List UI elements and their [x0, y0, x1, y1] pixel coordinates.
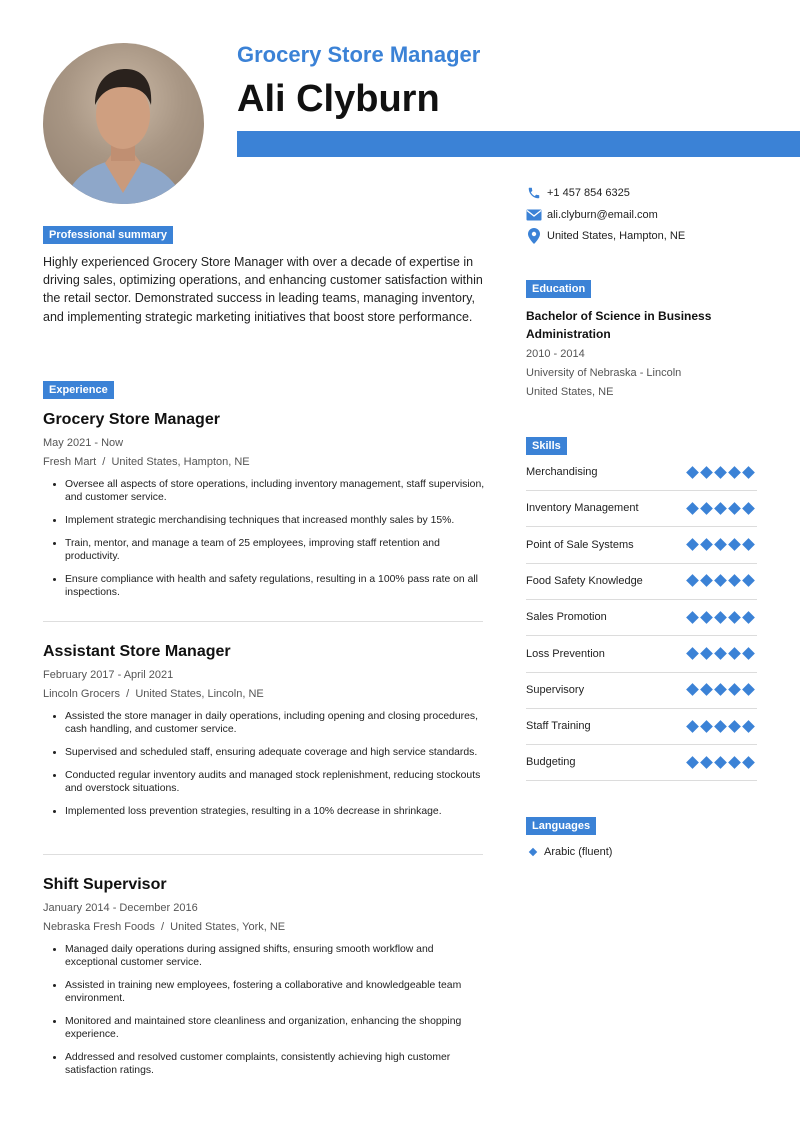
skill-label: Food Safety Knowledge: [526, 574, 643, 587]
section-divider: [43, 621, 483, 622]
skill-row: [526, 599, 757, 636]
rating-diamond-icon: [742, 683, 755, 696]
header-accent-bar: [237, 131, 800, 157]
phone-number: +1 457 854 6325: [547, 187, 630, 199]
phone-icon: [526, 186, 542, 200]
rating-diamond-icon: [714, 502, 727, 515]
rating-diamond-icon: [728, 756, 741, 769]
rating-diamond-icon: [700, 647, 713, 660]
skill-label: Merchandising: [526, 466, 598, 478]
skill-row: [526, 527, 757, 564]
section-divider: [43, 854, 483, 855]
job-entry-company-location: Fresh Mart / United States, Hampton, NE: [43, 456, 250, 468]
skill-rating: [688, 649, 753, 658]
job-bullet: • Managed daily operations during assigned shifts, ensuring smooth workflow and exceptional customer service.: [65, 944, 488, 969]
job-bullet: • Implemented loss prevention strategies, resulting in a 10% decrease in shrinkage.: [65, 806, 488, 819]
skill-rating: [688, 468, 753, 477]
job-entry-bullets: [43, 711, 488, 819]
rating-diamond-icon: [728, 538, 741, 551]
diamond-bullet-icon: [529, 848, 537, 856]
rating-diamond-icon: [686, 611, 699, 624]
education-heading: Education: [526, 280, 591, 298]
rating-diamond-icon: [714, 575, 727, 588]
job-entry-dates: February 2017 - April 2021: [43, 669, 174, 681]
rating-diamond-icon: [700, 466, 713, 479]
rating-diamond-icon: [700, 756, 713, 769]
language-label: Arabic (fluent): [544, 846, 613, 858]
rating-diamond-icon: [742, 720, 755, 733]
rating-diamond-icon: [742, 575, 755, 588]
job-bullet: • Assisted in training new employees, fostering a collaborative and knowledgeable team environment.: [65, 980, 488, 1005]
job-entry-company-location: Lincoln Grocers / United States, Lincoln, NE: [43, 688, 264, 700]
job-entry: [43, 410, 488, 610]
job-entry: [43, 875, 488, 1088]
languages-heading: Languages: [526, 817, 596, 835]
job-bullet: • Train, mentor, and manage a team of 25 employees, improving staff retention and productivity.: [65, 538, 488, 563]
job-entry-dates: January 2014 - December 2016: [43, 902, 198, 914]
skill-rating: [688, 504, 753, 513]
job-bullet: • Ensure compliance with health and safety regulations, resulting in a 100% pass rate on all inspections.: [65, 574, 488, 599]
skill-rating: [688, 685, 753, 694]
skill-row: [526, 636, 757, 673]
rating-diamond-icon: [686, 683, 699, 696]
rating-diamond-icon: [714, 683, 727, 696]
education-degree: Bachelor of Science in Business Administration: [526, 309, 712, 341]
skill-row: [526, 490, 757, 527]
rating-diamond-icon: [700, 502, 713, 515]
job-entry: [43, 642, 488, 830]
rating-diamond-icon: [686, 466, 699, 479]
rating-diamond-icon: [714, 611, 727, 624]
profile-photo: [43, 43, 204, 204]
job-entry-company-location: Nebraska Fresh Foods / United States, York, NE: [43, 921, 286, 933]
rating-diamond-icon: [700, 611, 713, 624]
job-bullet: • Oversee all aspects of store operations, including inventory management, staff supervision, and customer service.: [65, 479, 488, 504]
rating-diamond-icon: [686, 538, 699, 551]
rating-diamond-icon: [714, 720, 727, 733]
rating-diamond-icon: [686, 647, 699, 660]
rating-diamond-icon: [728, 575, 741, 588]
job-entry-bullets: [43, 479, 488, 600]
job-entry-title: Shift Supervisor: [43, 876, 167, 893]
summary-heading: Professional summary: [43, 226, 173, 244]
skill-label: Inventory Management: [526, 502, 639, 515]
rating-diamond-icon: [728, 611, 741, 624]
rating-diamond-icon: [686, 756, 699, 769]
rating-diamond-icon: [742, 538, 755, 551]
skill-rating: [688, 758, 753, 767]
skill-label: Supervisory: [526, 683, 585, 696]
skill-row: [526, 454, 757, 491]
email-address: ali.clyburn@email.com: [547, 209, 658, 221]
job-entry-dates: May 2021 - Now: [43, 437, 124, 449]
job-entry-company: Nebraska Fresh Foods: [43, 921, 155, 933]
job-entry-title: Grocery Store Manager: [43, 411, 220, 428]
summary-text: Highly experienced Grocery Store Manager with over a decade of expertise in driving sales, optimizing operations, and enhancing customer satisfaction within the retail sector. Demonstrated success in leading teams, managing inventory, and implementing strategic marketing initiatives that boost store performance.: [43, 255, 483, 324]
skill-label: Staff Training: [526, 720, 591, 733]
location-pin-icon: [526, 229, 542, 243]
skill-rating: [688, 540, 753, 549]
contact-email: [526, 208, 658, 222]
skill-rating: [688, 613, 753, 622]
job-entry-company: Fresh Mart: [43, 456, 97, 468]
location-text: United States, Hampton, NE: [547, 230, 686, 242]
job-entry-bullets: [43, 944, 488, 1077]
rating-diamond-icon: [728, 720, 741, 733]
job-bullet: • Addressed and resolved customer complaints, consistently achieving high customer satisfaction ratings.: [65, 1052, 488, 1077]
rating-diamond-icon: [714, 466, 727, 479]
skill-label: Loss Prevention: [526, 647, 605, 660]
rating-diamond-icon: [728, 683, 741, 696]
skill-row: [526, 744, 757, 781]
job-entry-location: United States, York, NE: [170, 921, 286, 933]
mail-icon: [526, 208, 542, 222]
rating-diamond-icon: [700, 720, 713, 733]
rating-diamond-icon: [686, 502, 699, 515]
experience-heading: Experience: [43, 381, 114, 399]
rating-diamond-icon: [686, 720, 699, 733]
rating-diamond-icon: [714, 647, 727, 660]
person-portrait-icon: [43, 43, 204, 204]
skill-rating: [688, 576, 753, 585]
job-entry-location: United States, Lincoln, NE: [135, 688, 264, 700]
rating-diamond-icon: [714, 538, 727, 551]
rating-diamond-icon: [700, 538, 713, 551]
rating-diamond-icon: [686, 575, 699, 588]
skill-row: [526, 708, 757, 745]
job-entry-location: United States, Hampton, NE: [111, 456, 250, 468]
job-bullet: • Implement strategic merchandising techniques that increased monthly sales by 15%.: [65, 515, 488, 528]
job-title: Grocery Store Manager: [237, 42, 481, 67]
skill-label: Budgeting: [526, 756, 576, 769]
rating-diamond-icon: [728, 647, 741, 660]
education-school: University of Nebraska - Lincoln: [526, 367, 682, 379]
contact-phone: [526, 186, 630, 200]
education-years: 2010 - 2014: [526, 348, 585, 360]
contact-location: [526, 229, 685, 243]
job-bullet: • Conducted regular inventory audits and managed stock replenishment, reducing stockouts and overstock situations.: [65, 770, 488, 795]
skill-row: [526, 672, 757, 709]
candidate-name: Ali Clyburn: [237, 78, 440, 120]
rating-diamond-icon: [728, 502, 741, 515]
rating-diamond-icon: [728, 466, 741, 479]
rating-diamond-icon: [742, 466, 755, 479]
job-bullet: • Monitored and maintained store cleanliness and organization, enhancing the shopping experience.: [65, 1016, 488, 1041]
rating-diamond-icon: [714, 756, 727, 769]
job-entry-title: Assistant Store Manager: [43, 643, 231, 660]
language-item: [530, 846, 612, 858]
skill-row: [526, 563, 757, 600]
skill-rating: [688, 722, 753, 731]
job-bullet: • Assisted the store manager in daily operations, including opening and closing procedures, cash handling, and customer service.: [65, 711, 488, 736]
rating-diamond-icon: [700, 575, 713, 588]
skill-label: Sales Promotion: [526, 611, 607, 624]
rating-diamond-icon: [742, 647, 755, 660]
job-bullet: • Supervised and scheduled staff, ensuring adequate coverage and high service standards.: [65, 747, 488, 760]
rating-diamond-icon: [742, 502, 755, 515]
rating-diamond-icon: [742, 756, 755, 769]
skill-label: Point of Sale Systems: [526, 538, 634, 551]
rating-diamond-icon: [742, 611, 755, 624]
rating-diamond-icon: [700, 683, 713, 696]
job-entry-company: Lincoln Grocers: [43, 688, 121, 700]
skills-heading: Skills: [526, 437, 567, 455]
education-location: United States, NE: [526, 386, 614, 398]
